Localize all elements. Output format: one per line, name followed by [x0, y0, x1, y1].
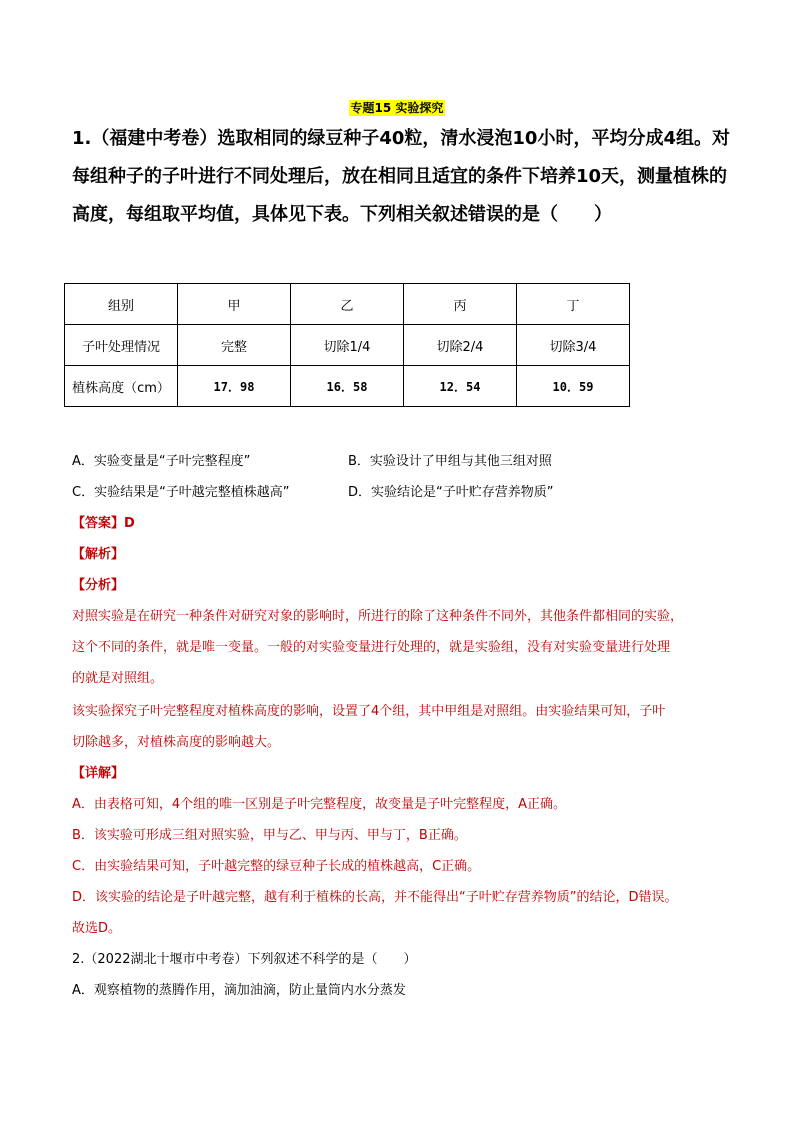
table-row: [65, 325, 630, 366]
table-cell: 甲: [178, 284, 291, 325]
table-cell: 丁: [517, 284, 630, 325]
option-a: A．实验变量是“子叶完整程度”: [72, 454, 251, 469]
fenxi-label: 【分析】: [72, 578, 125, 593]
jiexi-label: 【解析】: [72, 547, 125, 562]
table-cell: 丙: [404, 284, 517, 325]
answer-value: D: [124, 516, 135, 531]
xiangjie-line: 故选D。: [72, 921, 122, 936]
xiangjie-label: 【详解】: [72, 766, 125, 781]
xiangjie-line: B．该实验可形成三组对照实验，甲与乙、甲与丙、甲与丁，B正确。: [72, 828, 467, 843]
xiangjie-line: A．由表格可知，4个组的唯一区别是子叶完整程度，故变量是子叶完整程度，A正确。: [72, 797, 567, 812]
seed-data-table: [64, 283, 630, 407]
xiangjie-line: D．该实验的结论是子叶越完整，越有利于植株的长高，并不能得出“子叶贮存营养物质”的结论，D错误。: [72, 890, 678, 905]
fenxi-line: 该实验探究子叶完整程度对植株高度的影响，设置了4个组，其中甲组是对照组。由实验结果可知，子叶: [72, 704, 666, 719]
option-b: B．实验设计了甲组与其他三组对照: [348, 454, 552, 469]
table-header-row: [65, 284, 630, 325]
table-cell: 17．98: [178, 366, 291, 407]
topic-title: 专题15 实验探究: [350, 101, 444, 115]
table-cell: 切除2/4: [404, 325, 517, 366]
table-cell: 乙: [291, 284, 404, 325]
table-cell: 完整: [178, 325, 291, 366]
fenxi-line: 的就是对照组。: [72, 671, 164, 686]
option-c: C．实验结果是“子叶越完整植株越高”: [72, 485, 290, 500]
table-cell: 切除3/4: [517, 325, 630, 366]
fenxi-line: 切除越多，对植株高度的影响越大。: [72, 735, 281, 750]
option-d: D．实验结论是“子叶贮存营养物质”: [348, 485, 554, 500]
table-cell: 10．59: [517, 366, 630, 407]
xiangjie-line: C．由实验结果可知，子叶越完整的绿豆种子长成的植株越高，C正确。: [72, 859, 481, 874]
answer-line: [72, 512, 135, 531]
table-cell: 植株高度（cm）: [65, 366, 178, 407]
table-cell: 组别: [65, 284, 178, 325]
fenxi-line: 对照实验是在研究一种条件对研究对象的影响时，所进行的除了这种条件不同外，其他条件都相同的实验，: [72, 609, 684, 624]
answer-label: 【答案】: [72, 516, 125, 531]
fenxi-line: 这个不同的条件，就是唯一变量。一般的对实验变量进行处理的，就是实验组，没有对实验变量进行处理: [72, 640, 671, 655]
table-cell: 子叶处理情况: [65, 325, 178, 366]
question-2-option-a: A．观察植物的蒸腾作用，滴加油滴，防止量筒内水分蒸发: [72, 983, 406, 998]
table-cell: 切除1/4: [291, 325, 404, 366]
page-header: [0, 97, 794, 116]
question-1-stem: 1.（福建中考卷）选取相同的绿豆种子40粒，清水浸泡10小时，平均分成4组。对每组种子的子叶进行不同处理后，放在相同且适宜的条件下培养10天，测量植株的高度，每组取平均值，具体见下表。下列相关叙述错误的是（ ）: [72, 128, 730, 225]
table-cell: 12．54: [404, 366, 517, 407]
table-row: [65, 366, 630, 407]
question-2-stem: 2.（2022湖北十堰市中考卷）下列叙述不科学的是（ ）: [72, 952, 417, 967]
table-cell: 16．58: [291, 366, 404, 407]
